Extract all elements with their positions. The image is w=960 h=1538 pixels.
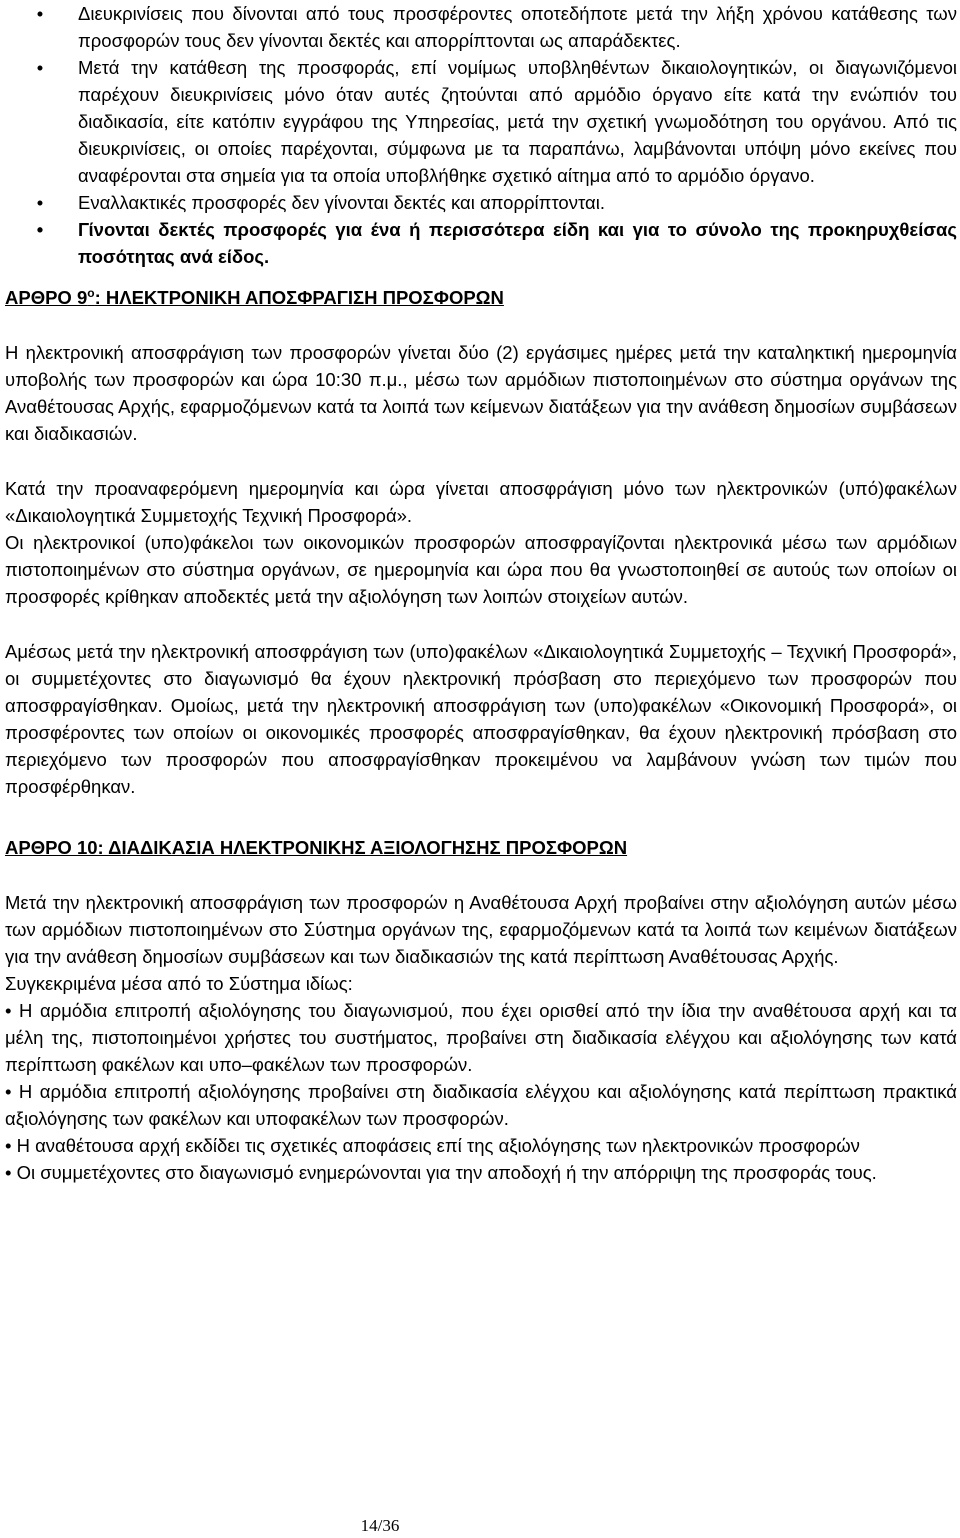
bullet-icon: • (36, 57, 44, 78)
heading-superscript: ο (87, 285, 95, 300)
bullet-icon: • (36, 192, 44, 213)
article-9-paragraph: Αμέσως μετά την ηλεκτρονική αποσφράγιση των (υπο)φακέλων «Δικαιολογητικά Συμμετοχής – Τεχνική Προσφορά», οι συμμετέχοντες στο διαγωνισμό θα έχουν ηλεκτρονική πρόσβαση στο περιεχόμενο των προσφορών που αποσφραγίσθηκαν. Ομοίως, μετά την ηλεκτρονική αποσφράγιση των (υπο)φακέλων «Οικονομική Προσφορά», οι προσφέροντες των οποίων οι οικονομικές προσφορές αποσφραγίσθηκαν, θα έχουν ηλεκτρονική πρόσβαση στο περιεχόμενο των προσφορών που αποσφραγίσθηκαν προκειμένου να λαμβάνουν γνώση των τιμών που προσφέρθηκαν. (5, 641, 957, 797)
bullet-text: Μετά την κατάθεση της προσφοράς, επί νομίμως υποβληθέντων δικαιολογητικών, οι διαγωνιζόμενοι παρέχουν διευκρινίσεις μόνο όταν αυτές ζητούνται από αρμόδιο όργανο είτε κατά την ενώπιόν του διαδικασία, είτε κατόπιν εγγράφου της Υπηρεσίας, μετά την σχετική γνωμοδότηση του οργάνου. Από τις διευκρινίσεις, οι οποίες παρέχονται, σύμφωνα με τα παραπάνω, λαμβάνονται υπόψη μόνο εκείνες που αναφέρονται στα σημεία για τα οποία υποβλήθηκε σχετικό αίτημα από το αρμόδιο όργανο. (78, 57, 957, 186)
bullet-item (5, 189, 957, 216)
bullet-item (5, 54, 957, 189)
bullet-text: Γίνονται δεκτές προσφορές για ένα ή περισσότερα είδη και για το σύνολο της προκηρυχθείσας ποσότητας ανά είδος. (78, 219, 957, 267)
heading-prefix: ΑΡΘΡΟ 9 (5, 287, 88, 308)
article-10-paragraph: Συγκεκριμένα μέσα από το Σύστημα ιδίως: (5, 973, 353, 994)
article-10-list-item: • Η αναθέτουσα αρχή εκδίδει τις σχετικές αποφάσεις επί της αξιολόγησης των ηλεκτρονικών προσφορών (5, 1135, 860, 1156)
bullet-item (5, 216, 957, 270)
bullet-icon: • (36, 3, 44, 24)
bullet-text: Διευκρινίσεις που δίνονται από τους προσφέροντες οποτεδήποτε μετά την λήξη χρόνου κατάθεσης των προσφορών τους δεν γίνονται δεκτές και απορρίπτονται ως απαράδεκτες. (78, 3, 957, 51)
article-9-paragraph: Η ηλεκτρονική αποσφράγιση των προσφορών γίνεται δύο (2) εργάσιμες ημέρες μετά την καταληκτική ημερομηνία υποβολής των προσφορών και ώρα 10:30 π.μ., μέσω των αρμόδιων πιστοποιημένων στο σύστημα οργάνων της Αναθέτουσας Αρχής, εφαρμοζόμενων κατά τα λοιπά των κείμενων διατάξεων για την ανάθεση δημοσίων συμβάσεων και διαδικασιών. (5, 342, 957, 444)
page-number: 14/36 (360, 1516, 400, 1535)
article-10-list-item: • Η αρμόδια επιτροπή αξιολόγησης του διαγωνισμού, που έχει ορισθεί από την ίδια την αναθέτουσα αρχή και τα μέλη της, πιστοποιημένοι χρήστες του συστήματος, προβαίνει στη διαδικασία ελέγχου και αξιολόγησης των κατά περίπτωση φακέλων και υπο–φακέλων των προσφορών. (5, 1000, 957, 1075)
article-10-heading: ΑΡΘΡΟ 10: ΔΙΑΔΙΚΑΣΙΑ ΗΛΕΚΤΡΟΝΙΚΗΣ ΑΞΙΟΛΟΓΗΣΗΣ ΠΡΟΣΦΟΡΩΝ (5, 837, 628, 858)
article-10-list-item: • Οι συμμετέχοντες στο διαγωνισμό ενημερώνονται για την αποδοχή ή την απόρριψη της προσφοράς τους. (5, 1162, 877, 1183)
bullet-icon: • (36, 219, 44, 240)
article-9-heading (5, 284, 957, 311)
article-9-paragraph: Οι ηλεκτρονικοί (υπο)φάκελοι των οικονομικών προσφορών αποσφραγίζονται ηλεκτρονικά μέσω των αρμόδιων πιστοποιημένων στο σύστημα οργάνων, σε ημερομηνία και ώρα που θα γνωστοποιηθεί σε αυτούς των οποίων οι προσφορές κρίθηκαν αποδεκτές μετά την αξιολόγηση των λοιπών στοιχείων αυτών. (5, 532, 957, 607)
article-10-paragraph: Μετά την ηλεκτρονική αποσφράγιση των προσφορών η Αναθέτουσα Αρχή προβαίνει στην αξιολόγηση αυτών μέσω των αρμόδιων πιστοποιημένων στο Σύστημα οργάνων της, εφαρμοζόμενων κατά τα λοιπά των κειμένων διατάξεων για την ανάθεση δημοσίων συμβάσεων και των διαδικασιών της κατά περίπτωση Αναθέτουσας Αρχής. (5, 892, 957, 967)
article-9-paragraph: Κατά την προαναφερόμενη ημερομηνία και ώρα γίνεται αποσφράγιση μόνο των ηλεκτρονικών (υπό)φακέλων «Δικαιολογητικά Συμμετοχής Τεχνική Προσφορά». (5, 478, 957, 526)
bullet-text: Εναλλακτικές προσφορές δεν γίνονται δεκτές και απορρίπτονται. (78, 192, 605, 213)
document-body (5, 0, 957, 1186)
article-10-list-item: • Η αρμόδια επιτροπή αξιολόγησης προβαίνει στη διαδικασία ελέγχου και αξιολόγησης κατά περίπτωση πρακτικά αξιολόγησης των φακέλων και υποφακέλων των προσφορών. (5, 1081, 957, 1129)
heading-suffix: : ΗΛΕΚΤΡΟΝΙΚΗ ΑΠΟΣΦΡΑΓΙΣΗ ΠΡΟΣΦΟΡΩΝ (94, 287, 504, 308)
bullet-item (5, 0, 957, 54)
